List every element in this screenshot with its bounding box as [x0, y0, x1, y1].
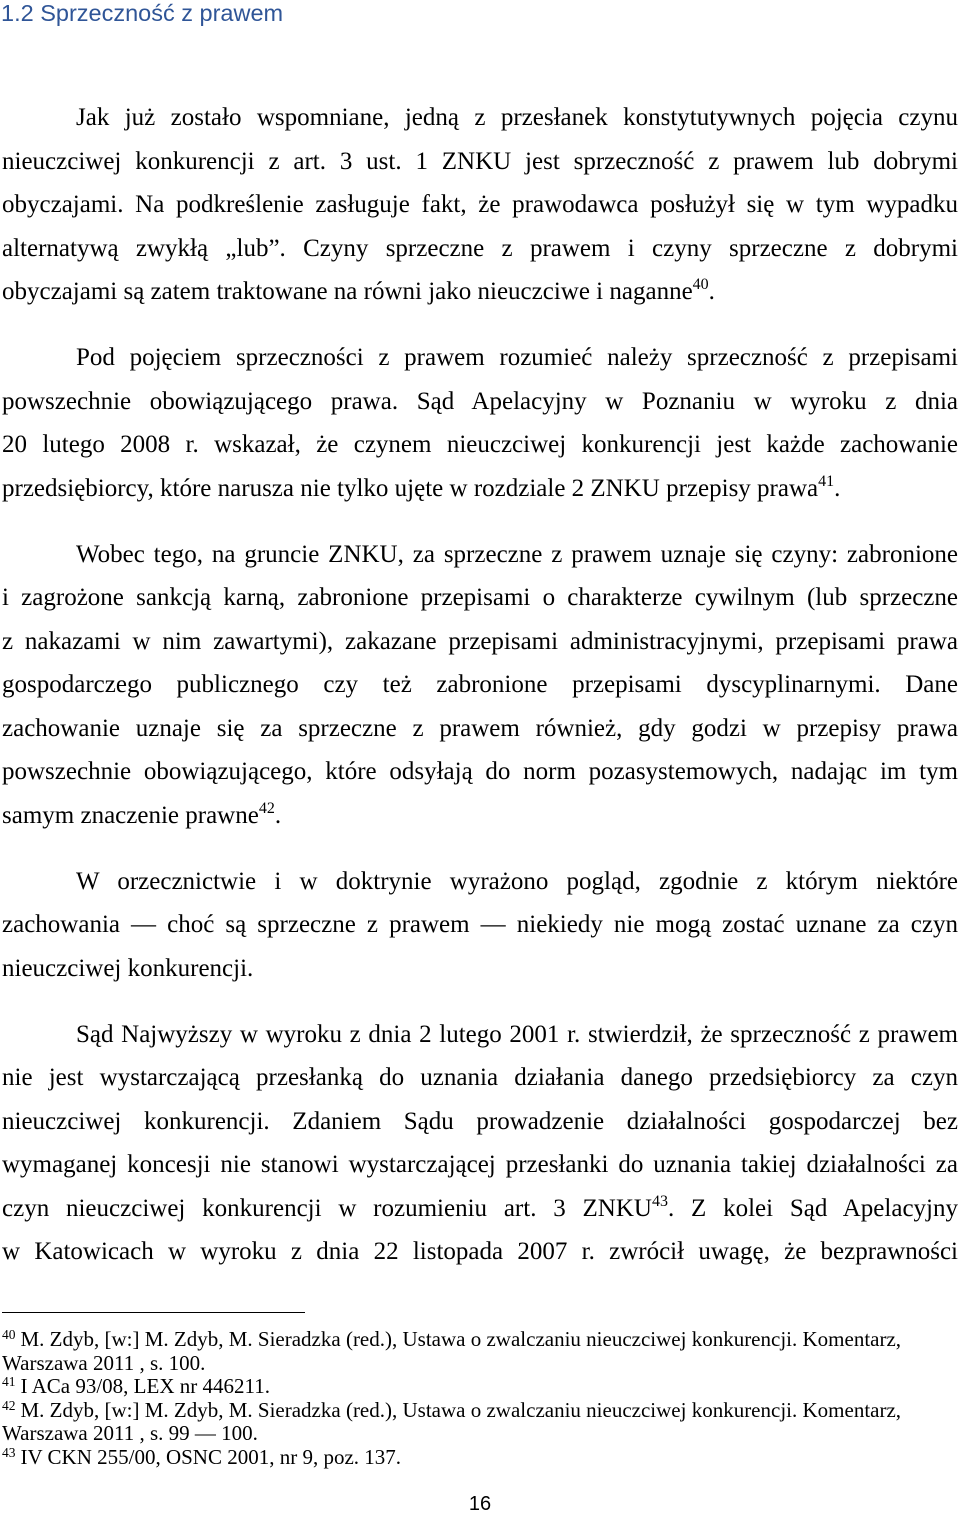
footnote-ref: 43 [651, 1192, 668, 1210]
line-text-after: . [834, 474, 841, 502]
body-line: z nakazami w nim zawartymi), zakazane przepisami administracyjnymi, przepisami prawa [2, 627, 958, 655]
paragraph [2, 1013, 958, 1274]
paragraph [2, 96, 958, 314]
footnote-number: 41 [2, 1374, 16, 1390]
footnote-number: 43 [2, 1444, 16, 1460]
footnote-number: 42 [2, 1397, 16, 1413]
body-line [2, 794, 958, 838]
paragraph [2, 533, 958, 838]
line-text-after: . Z kolei Sąd Apelacyjny [667, 1194, 958, 1222]
body-line: Wobec tego, na gruncie ZNKU, za sprzeczne z prawem uznaje się czyny: zabronione [76, 540, 958, 568]
footnote-text: I ACa 93/08, LEX nr 446211. [20, 1374, 270, 1399]
body-text [2, 96, 958, 1296]
body-line: Pod pojęciem sprzeczności z prawem rozumieć należy sprzeczność z przepisami [76, 344, 958, 371]
paragraph [2, 336, 958, 510]
footnote [2, 1446, 958, 1470]
body-line [2, 467, 958, 511]
body-line: 20 lutego 2008 r. wskazał, że czynem nieuczciwej konkurencji jest każde zachowanie [2, 431, 958, 458]
body-line: zachowania — choć są sprzeczne z prawem — niekiedy nie mogą zostać uznane za czyn [2, 911, 958, 938]
line-text-after: . [274, 801, 282, 829]
body-line: W orzecznictwie i w doktrynie wyrażono pogląd, zgodnie z którym niektóre [76, 867, 958, 895]
line-text: obyczajami są zatem traktowane na równi jako nieuczciwe i naganne [2, 278, 693, 305]
body-line: nieuczciwej konkurencji z art. 3 ust. 1 ZNKU jest sprzeczność z prawem lub dobrymi [2, 147, 958, 175]
page-number: 16 [468, 1493, 492, 1515]
body-line [2, 1187, 958, 1231]
footnote-text: M. Zdyb, [w:] M. Zdyb, M. Sieradzka (red.), Ustawa o zwalczaniu nieuczciwej konkurencji. Komentarz, Warszawa 2011 , s. 100. [2, 1327, 902, 1375]
footnote-ref: 42 [258, 799, 275, 817]
body-line [2, 270, 958, 314]
line-text: czyn nieuczciwej konkurencji w rozumieniu art. 3 ZNKU [2, 1194, 652, 1222]
body-line: powszechnie obowiązującego prawa. Sąd Apelacyjny w Poznaniu w wyroku z dnia [2, 387, 958, 415]
body-line: gospodarczego publicznego czy też zabronione przepisami dyscyplinarnymi. Dane [2, 671, 958, 698]
body-line: obyczajami. Na podkreślenie zasługuje fakt, że prawodawca posłużył się w tym wypadku [2, 191, 958, 218]
footnote-text: M. Zdyb, [w:] M. Zdyb, M. Sieradzka (red.), Ustawa o zwalczaniu nieuczciwej konkurencji. Komentarz, Warszawa 2011 , s. 99 — 100. [2, 1397, 902, 1446]
body-line: zachowanie uznaje się za sprzeczne z prawem również, gdy godzi w przepisy prawa [2, 714, 958, 742]
section-heading: 1.2 Sprzeczność z prawem [1, 0, 284, 26]
footnote [2, 1328, 958, 1375]
body-line: powszechnie obowiązującego, które odsyłają do norm pozasystemowych, nadając im tym [2, 758, 958, 785]
paragraph [2, 860, 958, 991]
footnotes [2, 1328, 958, 1470]
line-text-after: . [708, 278, 715, 305]
footnote-separator [2, 1312, 305, 1313]
line-text: przedsiębiorcy, które narusza nie tylko ujęte w rozdziale 2 ZNKU przepisy prawa [2, 474, 819, 502]
body-line: i zagrożone sankcją karną, zabronione przepisami o charakterze cywilnym (lub sprzeczne [2, 584, 958, 611]
footnote [2, 1399, 958, 1446]
body-line: wymaganej koncesji nie stanowi wystarczającej przesłanki do uznania takiej działalności za [2, 1151, 958, 1178]
footnote-text: IV CKN 255/00, OSNC 2001, nr 9, poz. 137. [20, 1444, 402, 1469]
body-line: nie jest wystarczającą przesłanką do uznania działania danego przedsiębiorcy za czyn [2, 1064, 958, 1091]
footnote-ref: 40 [692, 276, 709, 293]
footnote-number: 40 [2, 1327, 16, 1342]
body-line: Jak już zostało wspomniane, jedną z przesłanek konstytutywnych pojęcia czynu [76, 104, 958, 131]
body-line: nieuczciwej konkurencji. Zdaniem Sądu prowadzenie działalności gospodarczej bez [2, 1107, 958, 1135]
body-line: Sąd Najwyższy w wyroku z dnia 2 lutego 2001 r. stwierdził, że sprzeczność z prawem [76, 1020, 958, 1048]
body-line: alternatywą zwykłą „lub”. Czyny sprzeczne z prawem i czyny sprzeczne z dobrymi [2, 234, 958, 262]
footnote [2, 1375, 958, 1399]
line-text: samym znaczenie prawne [2, 801, 259, 829]
footnote-ref: 41 [818, 472, 835, 490]
body-line: w Katowicach w wyroku z dnia 22 listopada 2007 r. zwrócił uwagę, że bezprawności [2, 1238, 958, 1265]
body-line: nieuczciwej konkurencji. [2, 954, 254, 982]
